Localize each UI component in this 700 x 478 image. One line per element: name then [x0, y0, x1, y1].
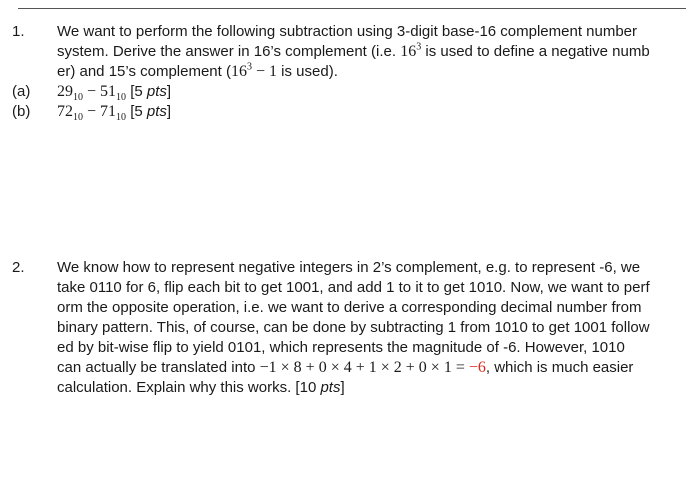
part-b-points-word: pts — [146, 103, 167, 120]
q2-line-6-pre: can actually be translated into — [57, 359, 260, 376]
q2-points-word: pts — [320, 379, 341, 396]
q2-line-7-pre: calculation. Explain why this works. [10 — [57, 379, 321, 396]
q2-line-6-post: , which is much easier — [485, 359, 634, 376]
q1-expression-16-3-minus-1 — [231, 63, 277, 80]
part-a-points-word: pts — [146, 83, 167, 100]
q1-expr-minus-one: − 1 — [251, 63, 278, 80]
part-a-points-open: [5 — [126, 83, 147, 100]
question-1-text — [57, 22, 687, 82]
q2-points-close: ] — [340, 379, 345, 396]
q2-line-4: binary pattern. This, of course, can be done by subtracting 1 from 1010 to get 1001 follow — [57, 319, 650, 336]
q1-line-3 — [57, 62, 687, 82]
q2-line-3: orm the opposite operation, i.e. we want to derive a corresponding decimal number from — [57, 299, 642, 316]
part-a-operand-1-base: 10 — [73, 92, 83, 104]
question-2-text — [57, 258, 687, 398]
q1-power-base: 16 — [400, 43, 417, 60]
part-b-expression — [57, 102, 687, 122]
q2-line-6 — [57, 358, 687, 378]
part-a-minus: − — [83, 83, 101, 100]
part-a-operand-2-base: 10 — [116, 92, 127, 104]
q1-expr-base: 16 — [230, 63, 247, 80]
part-b-label: (b) — [12, 103, 31, 120]
q1-line-2-pre: system. Derive the answer in 16’s complement (i.e. — [57, 43, 401, 60]
q1-line-3-post: is used). — [277, 63, 338, 80]
part-b-operand-1-base: 10 — [73, 112, 83, 124]
q1-line-2-post: is used to define a negative numb — [421, 43, 650, 60]
q1-line-3-pre: er) and 15’s complement ( — [57, 63, 231, 80]
q1-power-exp: 3 — [416, 41, 422, 53]
part-a-points-close: ] — [166, 83, 172, 100]
q2-line-2: take 0110 for 6, flip each bit to get 1001, and add 1 to it to get 1010. Now, we want to perf — [57, 279, 650, 296]
part-a-expression — [57, 82, 687, 102]
question-2-number: 2. — [12, 259, 25, 276]
part-b-points-open: [5 — [126, 103, 147, 120]
q2-result-highlight: −6 — [468, 359, 486, 376]
part-a-label: (a) — [12, 83, 31, 100]
q2-line-5: ed by bit-wise flip to yield 0101, which represents the magnitude of -6. However, 1010 — [57, 339, 625, 356]
q1-expr-exp: 3 — [246, 61, 252, 73]
q1-power-16-3 — [400, 43, 421, 60]
q2-line-1: We know how to represent negative integers in 2’s complement, e.g. to represent -6, we — [57, 259, 641, 276]
part-b-minus: − — [83, 103, 101, 120]
q2-line-7 — [57, 378, 687, 398]
part-b-operand-2-base: 10 — [116, 112, 127, 124]
q1-line-1: We want to perform the following subtraction using 3-digit base-16 complement number — [57, 23, 638, 40]
part-b-points-close: ] — [166, 103, 172, 120]
top-divider — [18, 8, 686, 9]
question-1-number: 1. — [12, 23, 25, 40]
q2-weighted-sum-expression: −1 × 8 + 0 × 4 + 1 × 2 + 0 × 1 = — [259, 359, 469, 376]
part-b-operand-1: 72 — [57, 103, 73, 120]
part-b-operand-2: 71 — [100, 103, 117, 120]
q1-line-2 — [57, 42, 687, 62]
part-a-operand-2: 51 — [100, 83, 117, 100]
part-a-operand-1: 29 — [57, 83, 73, 100]
